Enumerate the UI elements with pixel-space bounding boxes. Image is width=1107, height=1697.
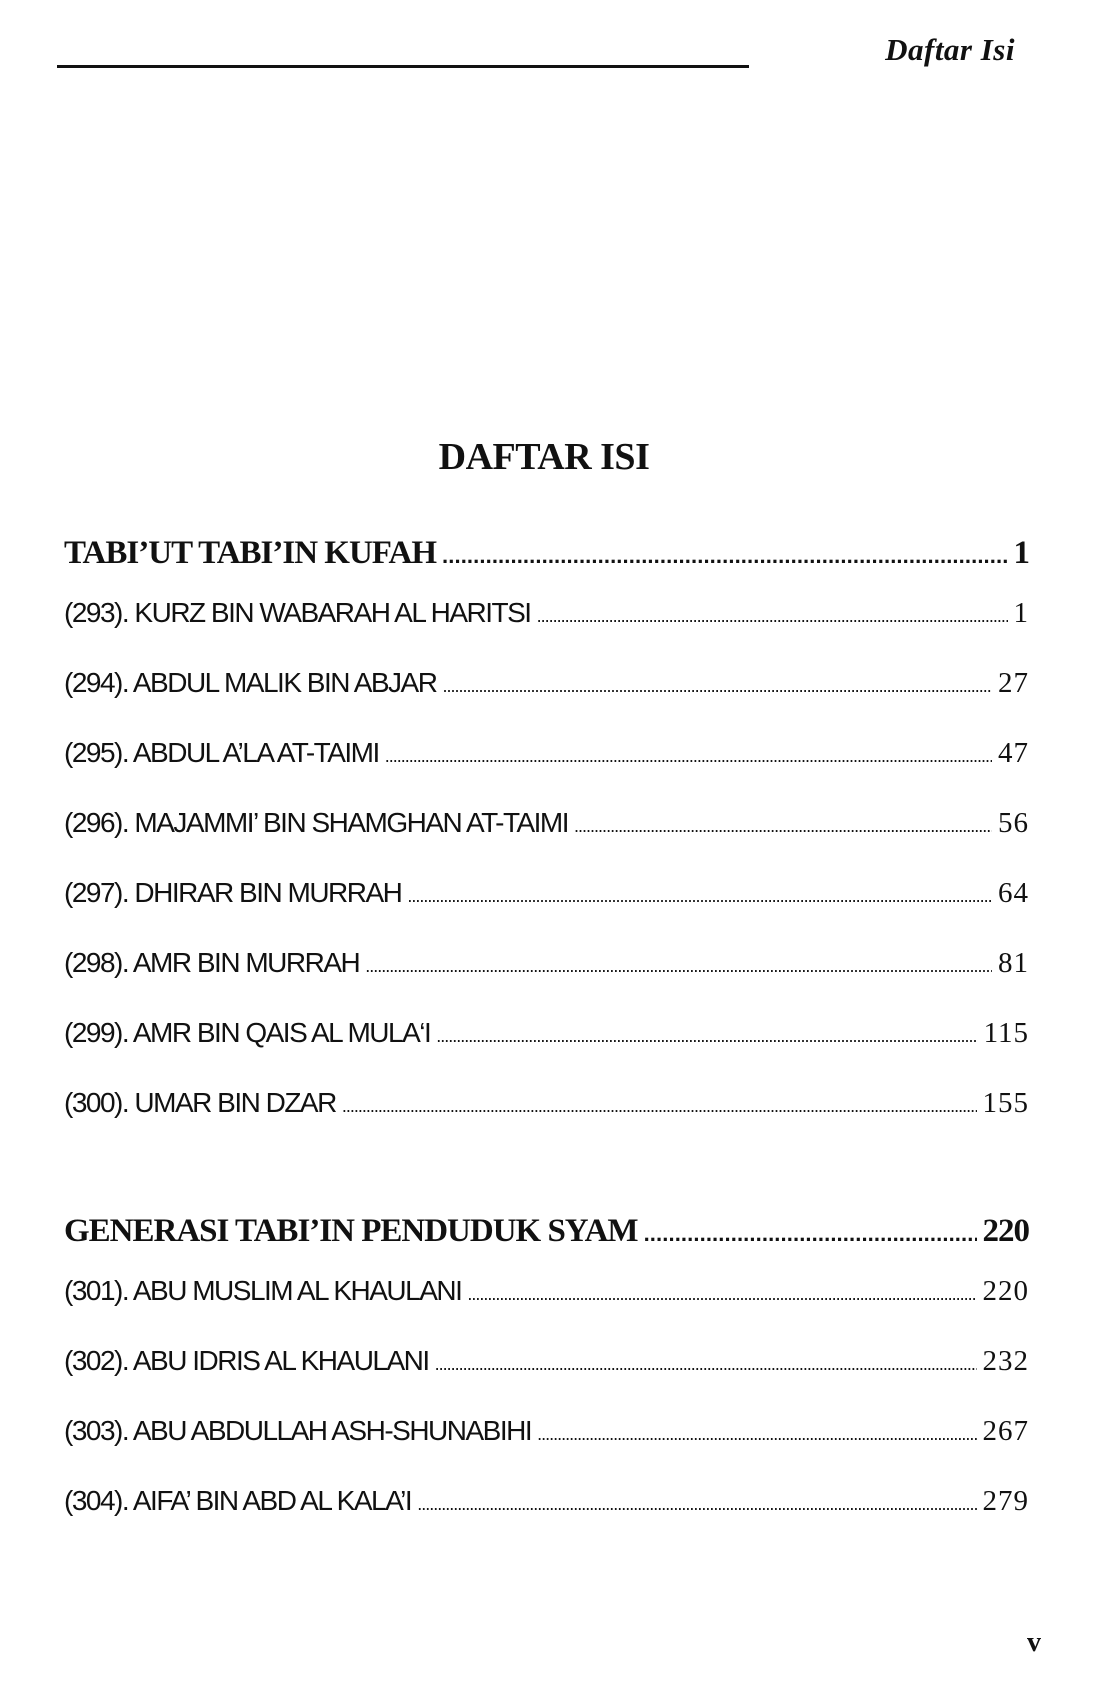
section-heading-page: 1 [1013, 535, 1029, 571]
dot-leader [435, 1354, 977, 1375]
toc-entry-page: 220 [982, 1275, 1029, 1307]
toc-entry-title: (304). AIFA’ BIN ABD AL KALA’I [64, 1485, 412, 1516]
dot-leader [537, 606, 1008, 627]
section-heading-title: GENERASI TABI’IN PENDUDUK SYAM [64, 1213, 638, 1249]
header-rule [57, 65, 749, 68]
toc-entry-page: 81 [998, 947, 1029, 979]
section-heading[interactable] [64, 535, 1029, 597]
dot-leader [407, 886, 992, 907]
toc-entry[interactable] [64, 667, 1029, 737]
toc-entry-page: 47 [998, 737, 1029, 769]
toc-entry[interactable] [64, 947, 1029, 1017]
toc-entry-page: 279 [982, 1485, 1029, 1517]
toc-entry-page: 115 [983, 1017, 1029, 1049]
section-heading[interactable] [64, 1213, 1029, 1275]
toc-entry-title: (299). AMR BIN QAIS AL MULA‘I [64, 1017, 431, 1048]
dot-leader [342, 1096, 977, 1117]
toc-entry[interactable] [64, 597, 1029, 667]
toc-entry-title: (300). UMAR BIN DZAR [64, 1087, 336, 1118]
toc-entry[interactable] [64, 1415, 1029, 1485]
toc-entry-title: (297). DHIRAR BIN MURRAH [64, 877, 402, 908]
dot-leader [417, 1494, 976, 1515]
toc-entry-page: 155 [982, 1087, 1029, 1119]
table-of-contents [64, 535, 1029, 1555]
toc-entry-title: (298). AMR BIN MURRAH [64, 947, 360, 978]
toc-entry-page: 1 [1013, 597, 1029, 629]
toc-entry[interactable] [64, 807, 1029, 877]
dot-leader [385, 746, 992, 767]
dot-leader [436, 1026, 977, 1047]
running-head: Daftar Isi [885, 32, 1015, 67]
toc-entry-title: (294). ABDUL MALIK BIN ABJAR [64, 667, 437, 698]
toc-entry-title: (293). KURZ BIN WABARAH AL HARITSI [64, 597, 531, 628]
toc-entry[interactable] [64, 1275, 1029, 1345]
toc-entry[interactable] [64, 1017, 1029, 1087]
toc-entry[interactable] [64, 1345, 1029, 1415]
dot-leader [442, 543, 1007, 569]
toc-entry[interactable] [64, 1087, 1029, 1157]
dot-leader [365, 956, 992, 977]
dot-leader [574, 816, 992, 837]
page-title: DAFTAR ISI [438, 436, 650, 479]
toc-entry[interactable] [64, 737, 1029, 807]
toc-entry-page: 267 [982, 1415, 1029, 1447]
toc-entry-title: (295). ABDUL A’LA AT-TAIMI [64, 737, 379, 768]
toc-entry-page: 56 [998, 807, 1029, 839]
toc-entry[interactable] [64, 877, 1029, 947]
toc-entry-title: (302). ABU IDRIS AL KHAULANI [64, 1345, 429, 1376]
toc-entry-title: (301). ABU MUSLIM AL KHAULANI [64, 1275, 462, 1306]
toc-entry-page: 64 [998, 877, 1029, 909]
section-heading-title: TABI’UT TABI’IN KUFAH [64, 535, 437, 571]
page-number: v [1027, 1627, 1041, 1658]
toc-section-kufah [64, 535, 1029, 1157]
dot-leader [644, 1221, 977, 1247]
toc-entry-page: 27 [998, 667, 1029, 699]
dot-leader [537, 1424, 976, 1445]
toc-entry-title: (296). MAJAMMI’ BIN SHAMGHAN AT-TAIMI [64, 807, 569, 838]
dot-leader [467, 1284, 976, 1305]
toc-section-syam [64, 1213, 1029, 1555]
toc-entry[interactable] [64, 1485, 1029, 1555]
toc-entry-title: (303). ABU ABDULLAH ASH-SHUNABIHI [64, 1415, 532, 1446]
dot-leader [442, 676, 992, 697]
toc-entry-page: 232 [982, 1345, 1029, 1377]
section-heading-page: 220 [982, 1213, 1029, 1249]
